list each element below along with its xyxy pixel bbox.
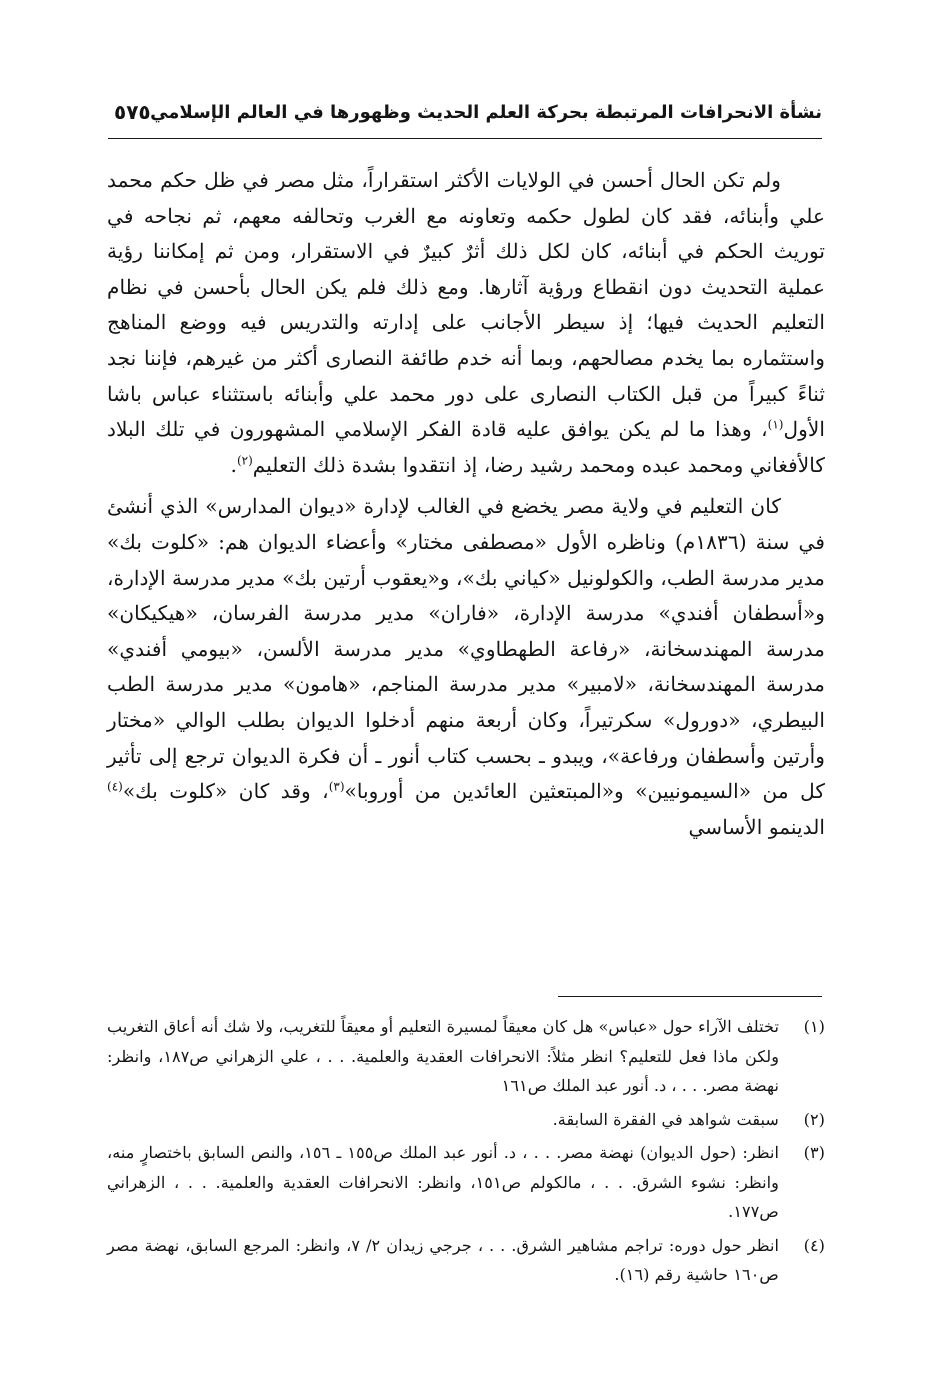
footnote-number: (٤) — [803, 1235, 825, 1255]
paragraph-1-text-c: . — [230, 452, 237, 477]
page-number: ٥٧٥ — [114, 100, 151, 124]
footnote-2 — [107, 1105, 825, 1135]
footnote-1 — [107, 1012, 825, 1101]
footnote-ref-1: (١) — [767, 417, 784, 432]
footnote-ref-2: (٢) — [236, 453, 253, 468]
footnote-text: تختلف الآراء حول «عباس» هل كان معيقاً لمسيرة التعليم أو معيقاً للتغريب، ولا شك أنه أعاق التغريب ولكن ماذا فعل للتعليم؟ انظر مثلاً: الانحرافات العقدية والعلمية. . . ، علي الزهراني ص١٨٧، وانظر: نهضة مصر. . . ، د. أنور عبد الملك ص١٦١ — [107, 1017, 780, 1095]
paragraph-2-text-b: ، وقد كان «كلوت بك» — [122, 779, 329, 804]
paragraph-2-text: كان التعليم في ولاية مصر يخضع في الغالب لإدارة «ديوان المدارس» الذي أنشئ في سنة (١٨٣٦م) وناظره الأول «مصطفى مختار» وأعضاء الديوان هم: «كلوت بك» مدير مدرسة الطب، والكولونيل «كياني بك»، و«يعقوب أرتين بك» مدير مدرسة الإدارة، و«أسطفان أفندي» مدرسة الإدارة، «فاران» مدير مدرسة الفرسان، «هيكيكان» مدرسة المهندسخانة، «رفاعة الطهطاوي» مدير مدرسة الألسن، «بيومي أفندي» مدرسة المهندسخانة، «لامبير» مدير مدرسة المناجم، «هامون» مدير مدرسة الطب البيطري، «دورول» سكرتيراً، وكان أربعة منهم أدخلوا الديوان بطلب الوالي «مختار وأرتين وأسطفان ورفاعة»، ويبدو ـ بحسب كتاب أنور ـ أن فكرة الديوان ترجع إلى تأثير كل من «السيمونيين» و«المبتعثين العائدين من أوروبا» — [107, 494, 825, 804]
running-title: نشأة الانحرافات المرتبطة بحركة العلم الحديث وظهورها في العالم الإسلامي — [150, 102, 822, 123]
footnote-ref-3: (٣) — [328, 779, 345, 794]
footnote-number: (٢) — [803, 1109, 825, 1129]
footnote-number: (١) — [803, 1017, 825, 1036]
paragraph-2-text-c: الدينمو الأساسي — [688, 814, 825, 839]
footnote-4 — [107, 1231, 825, 1290]
footnote-separator — [558, 996, 822, 997]
footnote-number: (٣) — [803, 1143, 825, 1162]
footnotes — [107, 1012, 825, 1294]
footnote-text: انظر: (حول الديوان) نهضة مصر. . . ، د. أنور عبد الملك ص١٥٥ ـ ١٥٦، والنص السابق باختصارٍ منه، وانظر: نشوء الشرق. . . ، مالكولم ص١٥١، وانظر: الانحرافات العقدية والعلمية. . . ، الزهراني ص١٧٧. — [107, 1143, 780, 1221]
paragraph-2 — [107, 489, 825, 845]
footnote-text: انظر حول دوره: تراجم مشاهير الشرق. . . ، جرجي زيدان ٢/ ٧، وانظر: المرجع السابق، نهضة مصر ص١٦٠ حاشية رقم (١٦). — [107, 1235, 779, 1284]
header-divider — [108, 138, 822, 139]
footnote-3 — [107, 1138, 825, 1227]
paragraph-1 — [107, 163, 825, 483]
paragraph-1-text-b: ، وهذا ما لم يكن يوافق عليه قادة الفكر الإسلامي المشهورون في تلك البلاد كالأفغاني ومحمد عبده ومحمد رشيد رضا، إذ انتقدوا بشدة ذلك التعليم — [107, 417, 825, 477]
running-header — [108, 96, 822, 136]
footnote-text: سبقت شواهد في الفقرة السابقة. — [552, 1109, 779, 1129]
footnote-ref-4: (٤) — [107, 779, 123, 794]
paragraph-1-text: ولم تكن الحال أحسن في الولايات الأكثر استقراراً، مثل مصر في ظل حكم محمد علي وأبنائه، فقد كان لطول حكمه وتعاونه مع الغرب وتحالفه معهم، ثم نجاحه في توريث الحكم في أبنائه، كان لكل ذلك أثرٌ كبيرٌ في الاستقرار، ومن ثم إمكاننا رؤية عملية التحديث دون انقطاع ورؤية آثارها. ومع ذلك فلم يكن الحال بأحسن في نظام التعليم الحديث فيها؛ إذ سيطر الأجانب على إدارته والتدريس فيه ووضع المناهج واستثماره بما يخدم مصالحهم، وبما أنه خدم طائفة النصارى أكثر من غيرهم، فإننا نجد ثناءً كبيراً من قبل الكتاب النصارى على دور محمد علي وأبنائه باستثناء عباس باشا الأول — [107, 168, 825, 442]
main-text — [107, 163, 825, 851]
